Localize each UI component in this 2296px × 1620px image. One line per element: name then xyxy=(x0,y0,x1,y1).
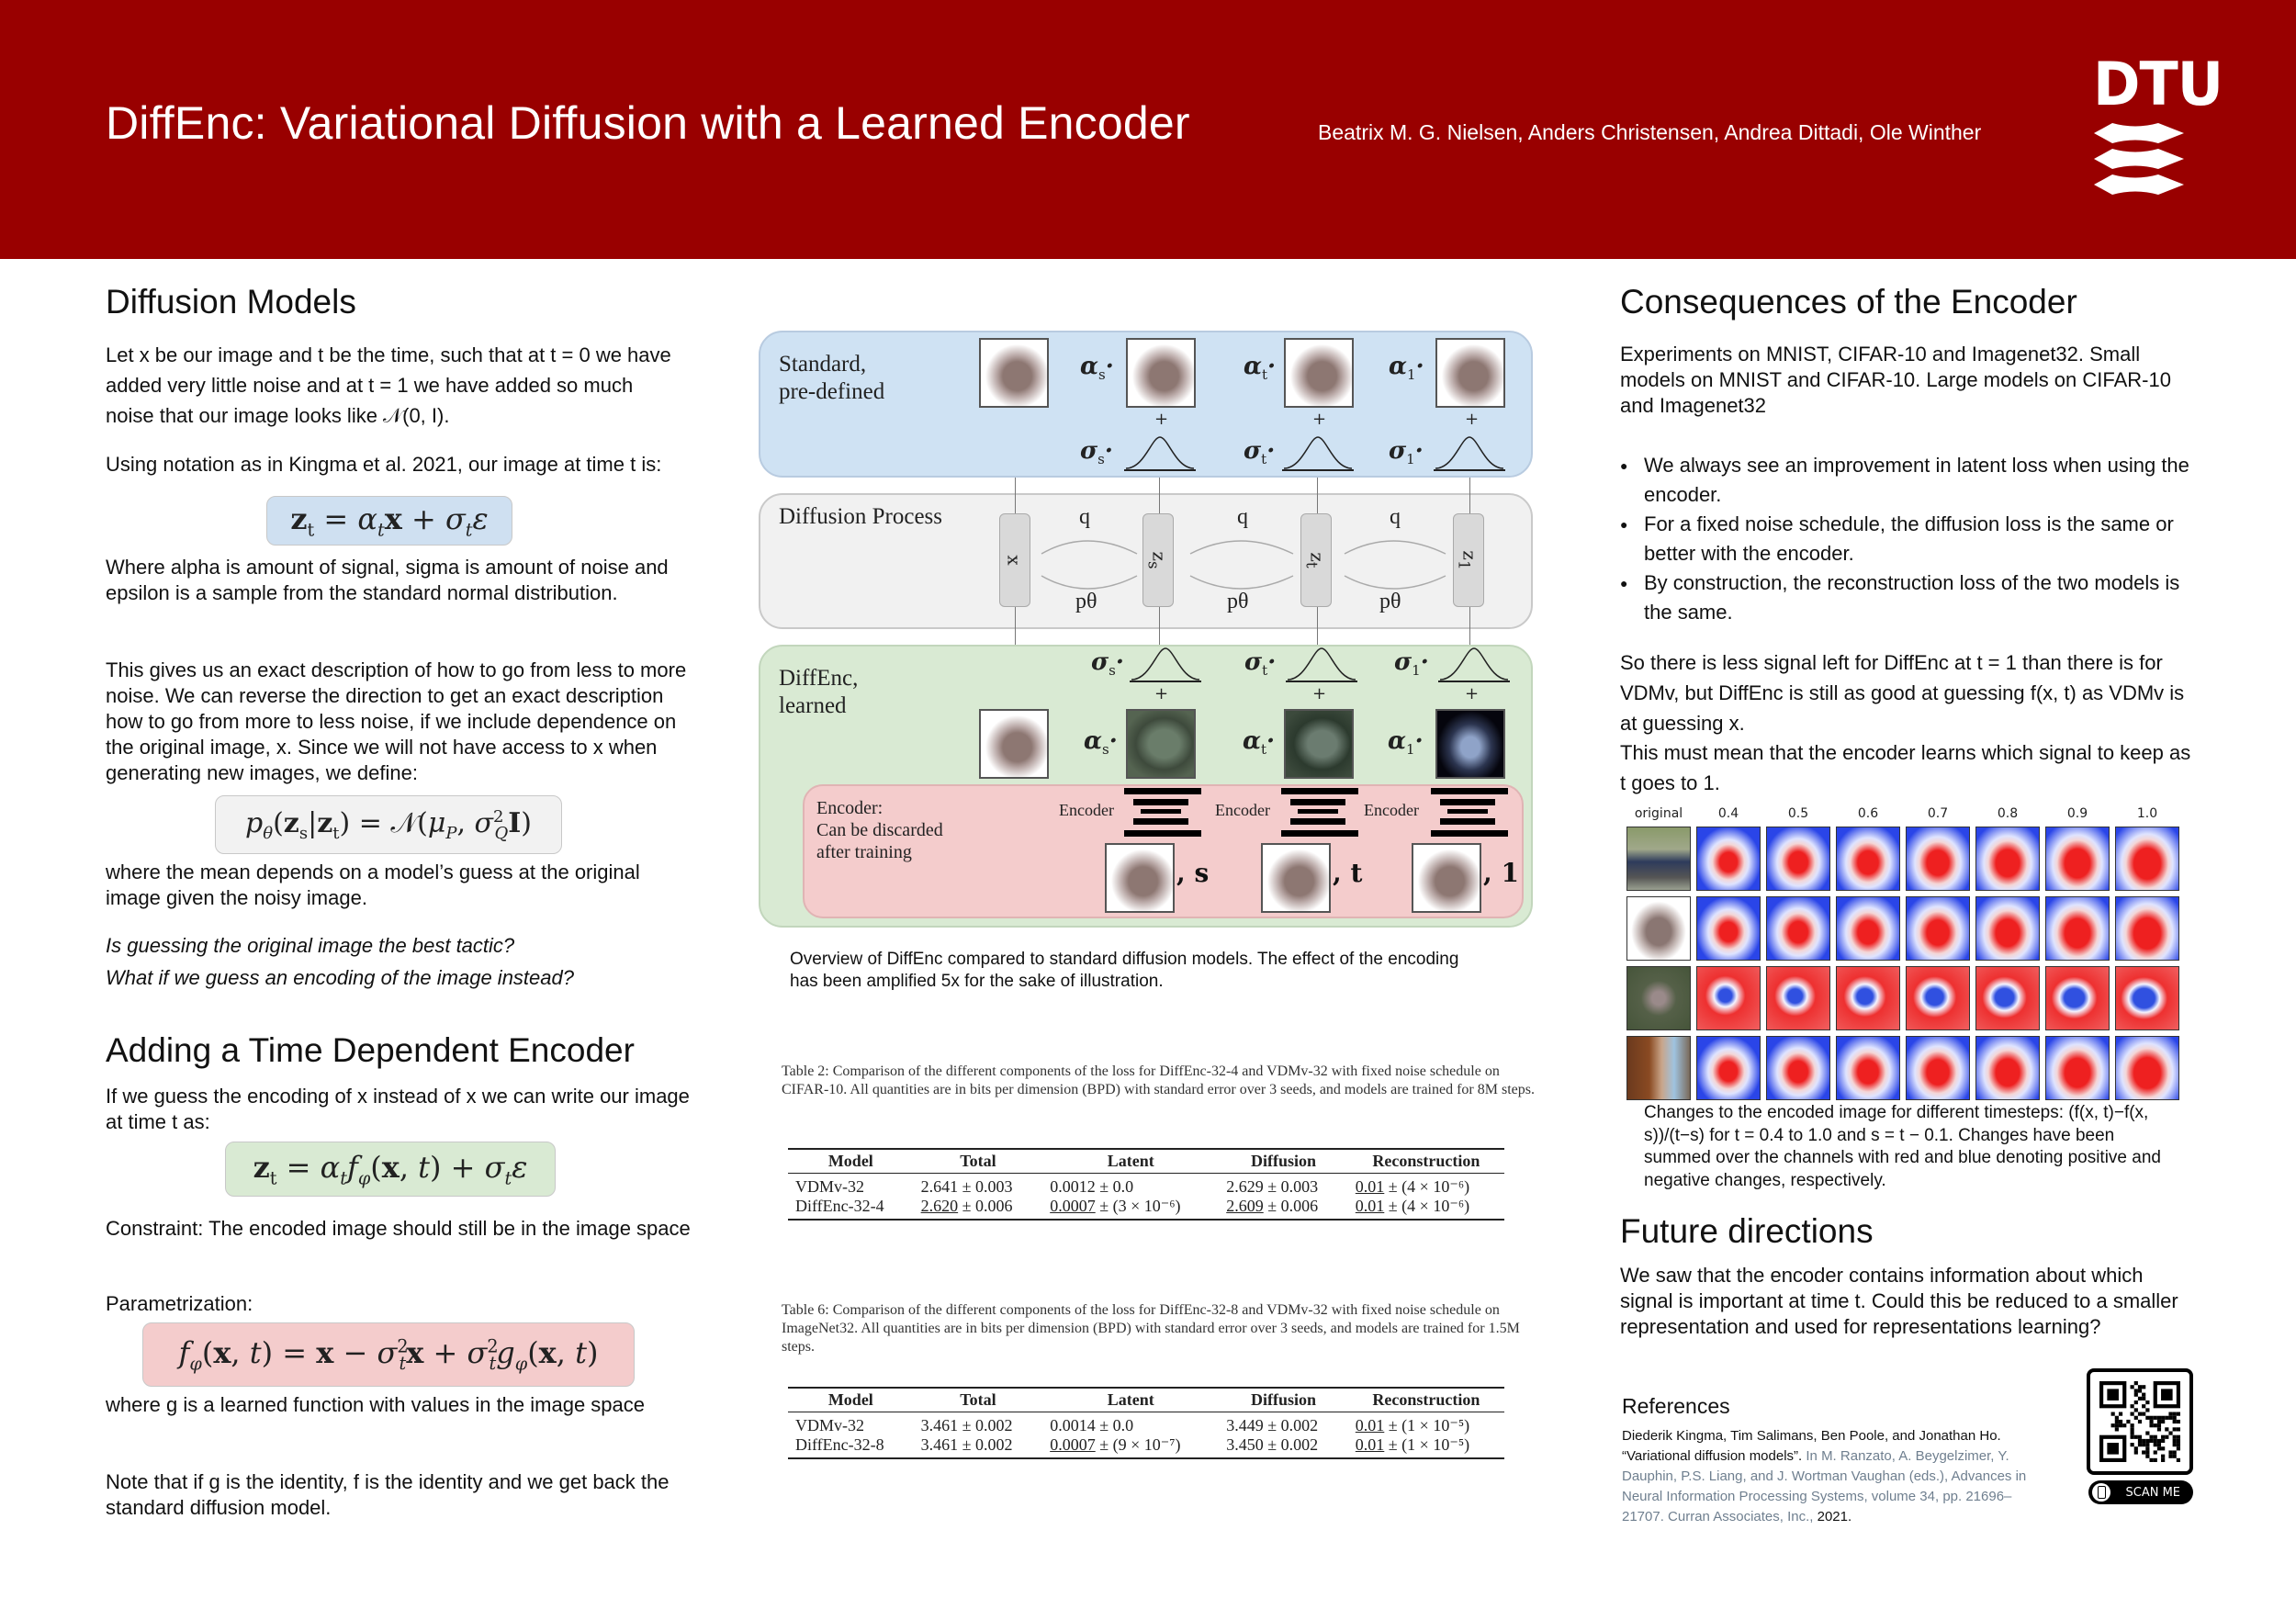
cell-total: 2.620 ± 0.006 xyxy=(914,1197,1043,1220)
heatmap-cell xyxy=(1766,827,1830,891)
paragraph: Where alpha is amount of signal, sigma is amount of noise and epsilon is a sample from the standard normal distribution. xyxy=(106,556,669,604)
p-theta-label: pθ xyxy=(1075,590,1097,613)
equation-parametrization: $f_\varphi(x$, $t) = x - \sigma^2_tx + \sigma^2_tg_\varphi(x$, t) xyxy=(142,1322,635,1387)
paragraph: Using notation as in Kingma et al. 2021, our image at time t is: xyxy=(106,453,662,476)
cell-diffusion: 3.450 ± 0.002 xyxy=(1219,1435,1348,1458)
paragraph: Note that if g is the identity, f is the identity and we get back the standard diffusion model. xyxy=(106,1470,670,1519)
qr-code-icon xyxy=(2099,1381,2180,1462)
paragraph: Parametrization: xyxy=(106,1292,253,1315)
original-image-thumbnail xyxy=(979,709,1049,779)
cell-total: 3.461 ± 0.002 xyxy=(914,1435,1043,1458)
node-z1: $z_1$ xyxy=(1453,513,1484,607)
paragraph: where the mean depends on a model’s guess at the original image given the noisy image. xyxy=(106,861,640,909)
column-label: 0.9 xyxy=(2066,806,2088,821)
sigma-t-symbol: $\sigma_t\cdot$ xyxy=(1244,648,1277,680)
original-image-deer xyxy=(1626,966,1691,1030)
paragraph: Let x be our image and t be the time, such that at t = 0 we have added very little noise and at t = 1 we have added so much noise that our image looks like 𝒩(0, I). xyxy=(106,343,671,427)
column-label: 0.6 xyxy=(1857,806,1879,821)
node-x: x xyxy=(999,513,1030,607)
heatmap-cell xyxy=(1766,966,1830,1030)
cell-reconstruction: 0.01 ± (1 × 10⁻⁵) xyxy=(1348,1435,1504,1458)
heatmap-cell xyxy=(1766,1036,1830,1100)
heatmap-cell xyxy=(1975,896,2040,961)
gaussian-curve-icon xyxy=(1124,435,1196,472)
node-zt: $z_t$ xyxy=(1300,513,1332,607)
alpha-1-symbol: $\alpha_1\cdot$ xyxy=(1388,727,1424,759)
heatmap-cell xyxy=(1766,896,1830,961)
heatmap-cell xyxy=(1906,896,1970,961)
paragraph: Experiments on MNIST, CIFAR-10 and Imagenet32. Small models on MNIST and CIFAR-10. Large models on CIFAR-10 and Imagenet32 xyxy=(1620,343,2171,417)
heatmap-cell xyxy=(2115,896,2179,961)
encoded-image-t-thumbnail xyxy=(1284,709,1354,779)
table-header-row xyxy=(788,1149,1504,1174)
column-header: Model xyxy=(788,1149,914,1174)
p-theta-label: pθ xyxy=(1379,590,1401,613)
heatmap-cell xyxy=(2045,827,2110,891)
encoder-network-icon xyxy=(1124,788,1174,839)
table-header-row xyxy=(788,1388,1504,1412)
column-label: 0.5 xyxy=(1787,806,1809,821)
cell-model: DiffEnc-32-8 xyxy=(788,1435,914,1458)
column-label: 0.8 xyxy=(1997,806,2019,821)
diffusion-process-label: Diffusion Process xyxy=(779,504,943,529)
node-zs: $z_s$ xyxy=(1142,513,1174,607)
plus-sign: + xyxy=(1312,410,1327,429)
column-header: Latent xyxy=(1042,1388,1219,1412)
heatmap-cell xyxy=(1836,896,1900,961)
sigma-s-symbol: $\sigma_s\cdot$ xyxy=(1080,437,1113,468)
section-title-diffusion-models: Diffusion Models xyxy=(106,283,356,321)
figure-caption: Changes to the encoded image for different timesteps: (f(x, t)−f(x, s))/(t−s) for t = 0.4 to 1.0 and s = t − 0.1. Changes have been summed over the channels with red and blue denoting positive and negative changes, respectively. xyxy=(1644,1103,2161,1190)
cell-reconstruction: 0.01 ± (4 × 10⁻⁶) xyxy=(1348,1197,1504,1220)
question: Is guessing the original image the best tactic? xyxy=(106,934,515,957)
heatmap-cell xyxy=(1696,966,1761,1030)
findings-list xyxy=(1620,451,2199,627)
column-header: Diffusion xyxy=(1219,1149,1348,1174)
diagram-caption: Overview of DiffEnc compared to standard diffusion models. The effect of the encoding has been amplified 5x for the sake of illustration. xyxy=(790,950,1459,991)
list-item: ● We always see an improvement in latent loss when using the encoder. xyxy=(1620,451,2199,510)
alpha-1-symbol: $\alpha_1\cdot$ xyxy=(1389,353,1424,384)
results-table-imagenet32 xyxy=(788,1387,1504,1459)
image-thumbnail xyxy=(1126,338,1196,408)
equation-zt: $z_t = \alpha_tx + \sigma_t\varepsilon$ xyxy=(266,496,512,546)
plus-sign: + xyxy=(1465,684,1480,703)
cell-reconstruction: 0.01 ± (4 × 10⁻⁶) xyxy=(1355,1177,1470,1196)
time-suffix: , s xyxy=(1176,858,1210,888)
paragraph: This gives us an exact description of how to go from less to more noise. We can reverse the direction to get an exact description how to go from more to less noise, if we include dependence on the original image, x. Since we will not have access to x when generating new images, we define: xyxy=(106,658,687,784)
image-thumbnail xyxy=(1435,338,1505,408)
question: What if we guess an encoding of the image instead? xyxy=(106,966,574,989)
sigma-s-symbol: $\sigma_s\cdot$ xyxy=(1091,648,1124,680)
gaussian-curve-icon xyxy=(1130,647,1201,683)
gaussian-curve-icon xyxy=(1282,435,1354,472)
alpha-t-symbol: $\alpha_t\cdot$ xyxy=(1244,353,1277,384)
heatmap-cell xyxy=(1836,827,1900,891)
q-label: q xyxy=(1390,505,1401,529)
cell-total: 3.461 ± 0.002 xyxy=(920,1416,1013,1434)
references-title: References xyxy=(1622,1394,1730,1418)
table-row xyxy=(788,1412,1504,1436)
encoder-label: Encoder xyxy=(1059,801,1114,819)
original-image-horse xyxy=(1626,1036,1691,1100)
paragraph: If we guess the encoding of x instead of x we can write our image at time t as: xyxy=(106,1085,690,1133)
paragraph: This must mean that the encoder learns which signal to keep as t goes to 1. xyxy=(1620,741,2191,794)
cell-latent: 0.0007 ± (3 × 10⁻⁶) xyxy=(1042,1197,1219,1220)
column-header: Reconstruction xyxy=(1348,1149,1504,1174)
dtu-waves-icon xyxy=(2089,51,2190,197)
encoder-label: Encoder xyxy=(1364,801,1419,819)
column-header: Total xyxy=(914,1149,1043,1174)
table-row xyxy=(788,1435,1504,1458)
q-label: q xyxy=(1079,505,1090,529)
cell-latent: 0.0014 ± 0.0 xyxy=(1050,1416,1134,1434)
paragraph: We saw that the encoder contains information about which signal is important at time t. Could this be reduced to a smaller representation and used for representations learning? xyxy=(1620,1264,2178,1338)
section-title-consequences: Consequences of the Encoder xyxy=(1620,283,2077,321)
heatmap-cell xyxy=(1836,1036,1900,1100)
heatmap-cell xyxy=(1696,827,1761,891)
alpha-s-symbol: $\alpha_s\cdot$ xyxy=(1080,353,1114,384)
cell-model: DiffEnc-32-4 xyxy=(788,1197,914,1220)
time-suffix: , t xyxy=(1333,858,1363,888)
plus-sign: + xyxy=(1312,684,1327,703)
heatmap-cell xyxy=(1975,1036,2040,1100)
q-label: q xyxy=(1237,505,1248,529)
heatmap-cell xyxy=(1975,966,2040,1030)
cell-model: VDMv-32 xyxy=(795,1177,864,1196)
encoder-network-icon xyxy=(1281,788,1331,839)
plus-sign: + xyxy=(1154,410,1169,429)
equation-encoded-zt: $z_t = \alpha_tf_\varphi(x$, $t) + \sigma_t\varepsilon$ xyxy=(225,1142,556,1197)
column-label: 0.7 xyxy=(1927,806,1949,821)
cell-diffusion: 2.609 ± 0.006 xyxy=(1219,1197,1348,1220)
input-image-thumbnail xyxy=(1105,843,1175,913)
phone-icon xyxy=(2092,1483,2110,1502)
heatmap-cell xyxy=(2115,827,2179,891)
column-header: Diffusion xyxy=(1219,1388,1348,1412)
heatmap-cell xyxy=(2115,966,2179,1030)
plus-sign: + xyxy=(1154,684,1169,703)
paragraph: Constraint: The encoded image should still be in the image space xyxy=(106,1217,691,1240)
standard-label: Standard, pre-defined xyxy=(779,352,885,404)
gaussian-curve-icon xyxy=(1438,647,1510,683)
p-theta-label: pθ xyxy=(1227,590,1249,613)
table-6-caption: Table 6: Comparison of the different components of the loss for DiffEnc-32-8 and VDMv-32 with fixed noise schedule on ImageNet32. All quantities are in bits per dimension (BPD) with standard error over 3 seeds, and models are trained for 1.5M steps. xyxy=(782,1302,1520,1355)
encoded-image-s-thumbnail xyxy=(1126,709,1196,779)
cell-latent: 0.0012 ± 0.0 xyxy=(1050,1177,1134,1196)
alpha-t-symbol: $\alpha_t\cdot$ xyxy=(1243,727,1276,759)
heatmap-cell xyxy=(2045,966,2110,1030)
table-2-caption: Table 2: Comparison of the different components of the loss for DiffEnc-32-4 and VDMv-32 with fixed noise schedule on CIFAR-10. All quantities are in bits per dimension (BPD) with standard error over 3 seeds, and models are trained for 8M steps. xyxy=(782,1063,1535,1097)
cell-reconstruction: 0.01 ± (1 × 10⁻⁵) xyxy=(1355,1416,1470,1434)
column-label: 1.0 xyxy=(2136,806,2158,821)
section-title-future: Future directions xyxy=(1620,1212,1874,1250)
heatmap-cell xyxy=(1975,827,2040,891)
list-item: ● For a fixed noise schedule, the diffusion loss is the same or better with the encoder. xyxy=(1620,510,2199,568)
table-row xyxy=(788,1197,1504,1220)
qr-code[interactable] xyxy=(2087,1368,2193,1475)
heatmap-cell xyxy=(2045,896,2110,961)
list-item: ● By construction, the reconstruction loss of the two models is the same. xyxy=(1620,568,2199,627)
column-header: Latent xyxy=(1042,1149,1219,1174)
equation-reverse-process: $p_\theta(z_s|z_t)$ = $𝒩(\mu_P$, $\sigma^2_QI$) xyxy=(215,795,562,854)
reference-entry: Diederik Kingma, Tim Salimans, Ben Poole, and Jonathan Ho. “Variational diffusion models”. In M. Ranzato, A. Beygelzimer, Y. Dauphin, P.S. Liang, and J. Wortman Vaughan (eds.), Advances in Neural Information Processing Systems, volume 34, pp. 21696–21707. Curran Associates, Inc., 2021. xyxy=(1622,1428,2027,1524)
original-image-car xyxy=(1626,827,1691,891)
input-image-thumbnail xyxy=(1261,843,1331,913)
cell-latent: 0.0007 ± (9 × 10⁻⁷) xyxy=(1042,1435,1219,1458)
poster-title: DiffEnc: Variational Diffusion with a Learned Encoder xyxy=(106,97,1190,149)
column-label: original xyxy=(1634,806,1683,821)
cell-total: 2.641 ± 0.003 xyxy=(920,1177,1013,1196)
image-thumbnail xyxy=(1284,338,1354,408)
table-row xyxy=(788,1174,1504,1198)
encoder-network-icon xyxy=(1431,788,1480,839)
section-title-encoder: Adding a Time Dependent Encoder xyxy=(106,1031,635,1069)
gaussian-curve-icon xyxy=(1286,647,1357,683)
paragraph: where g is a learned function with values in the image space xyxy=(106,1393,646,1416)
plus-sign: + xyxy=(1465,410,1480,429)
heatmap-cell xyxy=(1906,827,1970,891)
cell-diffusion: 2.629 ± 0.003 xyxy=(1226,1177,1319,1196)
sigma-1-symbol: $\sigma_1\cdot$ xyxy=(1394,648,1429,680)
cell-model: VDMv-32 xyxy=(795,1416,864,1434)
poster-header xyxy=(0,0,2296,259)
time-suffix: , 1 xyxy=(1483,858,1519,888)
encoder-note: Encoder: Can be discarded after training xyxy=(816,798,943,862)
dtu-logo xyxy=(2089,49,2223,197)
gaussian-curve-icon xyxy=(1434,435,1505,472)
input-image-thumbnail xyxy=(1412,843,1481,913)
heatmap-cell xyxy=(1836,966,1900,1030)
original-image-cat xyxy=(1626,896,1691,961)
column-header: Total xyxy=(914,1388,1043,1412)
column-label: 0.4 xyxy=(1717,806,1739,821)
transition-arcs xyxy=(1036,537,1458,592)
paragraph: So there is less signal left for DiffEnc at t = 1 than there is for VDMv, but DiffEnc is still as good at guessing f(x, t) as VDMv is at guessing x. xyxy=(1620,651,2185,735)
alpha-s-symbol: $\alpha_s\cdot$ xyxy=(1084,727,1118,759)
poster-authors: Beatrix M. G. Nielsen, Anders Christensen, Andrea Dittadi, Ole Winther xyxy=(1318,120,1982,144)
cell-diffusion: 3.449 ± 0.002 xyxy=(1226,1416,1319,1434)
heatmap-cell xyxy=(1906,966,1970,1030)
sigma-t-symbol: $\sigma_t\cdot$ xyxy=(1244,437,1276,468)
results-table-cifar10 xyxy=(788,1148,1504,1221)
heatmap-cell xyxy=(1906,1036,1970,1100)
heatmap-cell xyxy=(1696,896,1761,961)
heatmap-cell xyxy=(2115,1036,2179,1100)
heatmap-cell xyxy=(2045,1036,2110,1100)
diffenc-label: DiffEnc, learned xyxy=(779,666,859,718)
dtu-logo-text: DTU xyxy=(2093,49,2223,119)
column-header: Reconstruction xyxy=(1348,1388,1504,1412)
column-header: Model xyxy=(788,1388,914,1412)
original-image-thumbnail xyxy=(979,338,1049,408)
heatmap-cell xyxy=(1696,1036,1761,1100)
scan-me-badge: SCAN ME xyxy=(2088,1480,2193,1504)
encoded-image-1-thumbnail xyxy=(1435,709,1505,779)
encoder-label: Encoder xyxy=(1215,801,1270,819)
encoder-changes-figure xyxy=(1626,806,2180,1102)
sigma-1-symbol: $\sigma_1\cdot$ xyxy=(1389,437,1424,468)
